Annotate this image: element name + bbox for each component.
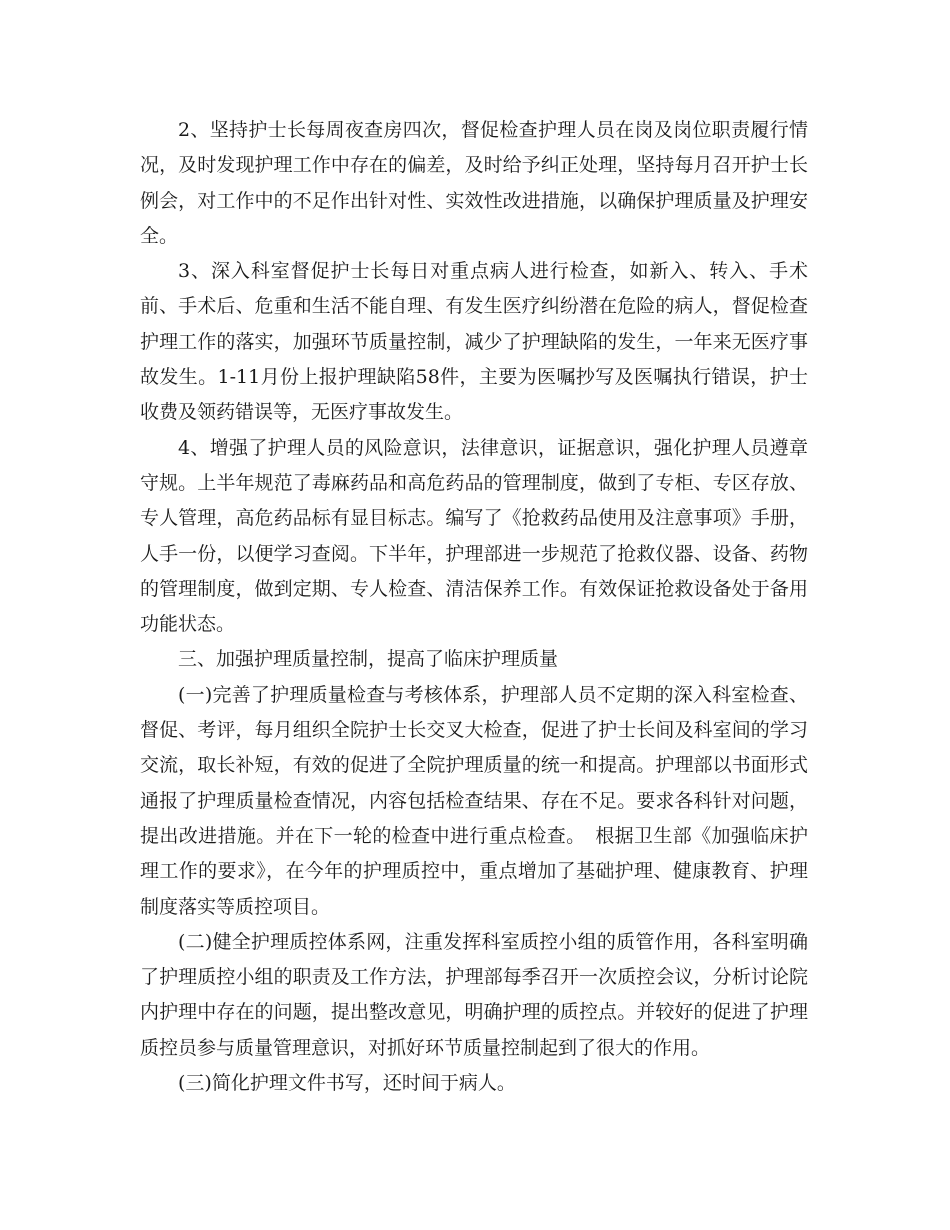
subsection-1: (一)完善了护理质量检查与考核体系，护理部人员不定期的深入科室检查、督促、考评，每月组织全院护士长交叉大检查，促进了护士长间及科室间的学习交流，取长补短，有效的促进了全院护理质量的统一和提高。护理部以书面形式通报了护理质量检查情况，内容包括检查结果、存在不足。要求各科针对问题，提出改进措施。并在下一轮的检查中进行重点检查。 根据卫生部《加强临床护理工作的要求》，在今年的护理质控中，重点增加了基础护理、健康教育、护理制度落实等质控项目。	[140, 683, 808, 918]
paragraph-item-3: 3、深入科室督促护士长每日对重点病人进行检查，如新入、转入、手术前、手术后、危重和生活不能自理、有发生医疗纠纷潜在危险的病人，督促检查护理工作的落实，加强环节质量控制，减少了护理缺陷的发生，一年来无医疗事故发生。1-11月份上报护理缺陷58件，主要为医嘱抄写及医嘱执行错误，护士收费及领药错误等，无医疗事故发生。	[140, 260, 808, 424]
subsection-2: (二)健全护理质控体系网，注重发挥科室质控小组的质管作用，各科室明确了护理质控小组的职责及工作方法，护理部每季召开一次质控会议，分析讨论院内护理中存在的问题，提出整改意见，明确护理的质控点。并较好的促进了护理质控员参与质量管理意识，对抓好环节质量控制起到了很大的作用。	[140, 930, 808, 1059]
paragraph-item-4: 4、增强了护理人员的风险意识，法律意识，证据意识，强化护理人员遵章守规。上半年规范了毒麻药品和高危药品的管理制度，做到了专柜、专区存放、专人管理，高危药品标有显目标志。编写了《抢救药品使用及注意事项》手册，人手一份，以便学习查阅。下半年，护理部进一步规范了抢救仪器、设备、药物的管理制度，做到定期、专人检查、清洁保养工作。有效保证抢救设备处于备用功能状态。	[140, 436, 808, 636]
paragraph-item-2: 2、坚持护士长每周夜查房四次，督促检查护理人员在岗及岗位职责履行情况，及时发现护理工作中存在的偏差，及时给予纠正处理，坚持每月召开护士长例会，对工作中的不足作出针对性、实效性改进措施，以确保护理质量及护理安全。	[140, 119, 808, 247]
subsection-3: (三)简化护理文件书写，还时间于病人。	[178, 1072, 516, 1095]
section-heading: 三、加强护理质量控制，提高了临床护理质量	[178, 648, 559, 671]
document-body	[140, 113, 808, 1101]
